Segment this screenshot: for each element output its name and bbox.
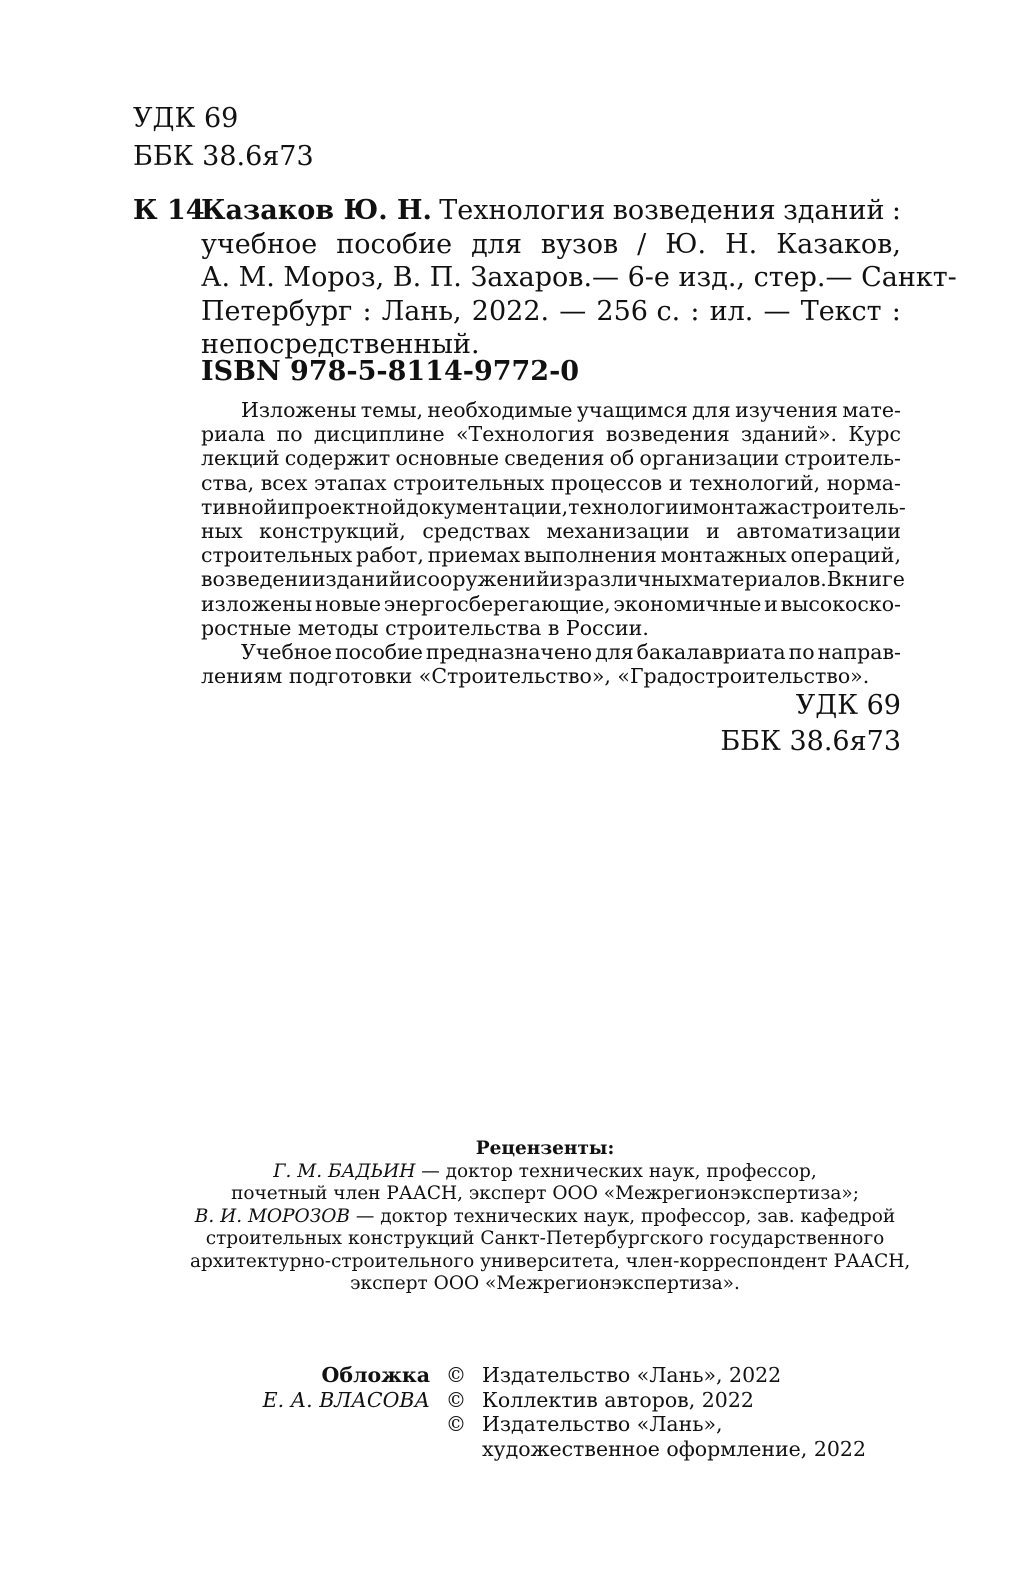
reviewer-2-line-1 (190, 1206, 900, 1229)
entry-word: Петербург (201, 295, 353, 327)
abstract-word: материалов. (692, 567, 827, 592)
abstract-line (201, 616, 901, 640)
entry-word: / (637, 228, 647, 260)
entry-word: 2022. (471, 295, 550, 327)
copyright-row (230, 1363, 866, 1388)
reviewer-2-line-3: архитектурно-строительного университета, член-корреспондент РААСН, (190, 1250, 911, 1272)
entry-word: Лань, (381, 295, 462, 327)
copyright-line: Издательство «Лань», (482, 1412, 723, 1436)
abstract-word: предназначено (425, 639, 593, 664)
udk-code: УДК 69 (795, 690, 901, 721)
reviewer-2-line-4: эксперт ООО «Межрегионэкспертиза». (350, 1273, 740, 1294)
author-sign: К 14 (133, 195, 205, 226)
copyright-block (230, 1363, 866, 1461)
abstract-word: дисциплине (313, 422, 445, 447)
abstract-word: и (764, 591, 778, 616)
abstract-word: для (595, 639, 634, 664)
abstract-word: Учебное (241, 639, 332, 664)
author-name: Казаков Ю. Н. (201, 195, 432, 226)
abstract-word: работ, (356, 543, 424, 568)
abstract-word: лекций (201, 446, 280, 471)
copyright-symbol: © (445, 1363, 467, 1387)
abstract-word: Курс (848, 422, 901, 447)
entry-word: — 6-е изд., стер. (592, 262, 826, 293)
reviewer-1-line-2: почетный член РААСН, эксперт ООО «Межрегионэкспертиза»; (231, 1183, 859, 1204)
reviewers-block (190, 1138, 911, 1296)
bbk-code: ББК 38.6я73 (133, 141, 314, 172)
abstract (201, 398, 906, 689)
abstract-word: по (276, 422, 303, 447)
copyright-row (230, 1437, 866, 1462)
abstract-word: проектной (290, 494, 406, 519)
entry-word: : (690, 295, 700, 327)
abstract-word: норма- (826, 470, 901, 495)
abstract-word: документации, (405, 494, 569, 519)
entry-word: 256 с. (596, 295, 681, 327)
copyright-line: художественное оформление, 2022 (482, 1436, 867, 1461)
abstract-word: «Технология (455, 422, 595, 447)
abstract-word: высокоско- (780, 591, 901, 616)
abstract-word: ных (201, 518, 243, 543)
abstract-word: необходимые (427, 398, 573, 422)
abstract-word: риала (201, 422, 266, 447)
entry-word: вузов (540, 228, 619, 260)
abstract-word: и (668, 470, 683, 495)
entry-line-1 (201, 194, 901, 228)
entry-word: : (362, 295, 372, 327)
reviewer-1-line-1 (190, 1161, 900, 1184)
abstract-word: лениям подготовки «Строительство», «Градостроительство». (201, 664, 870, 689)
header-classification-codes (133, 100, 314, 176)
cover-label: Обложка (321, 1363, 430, 1387)
bbk-code: ББК 38.6я73 (720, 726, 901, 757)
abstract-line (201, 567, 905, 592)
abstract-word: книге (841, 567, 905, 592)
abstract-line (201, 471, 901, 495)
abstract-word: сооружений (416, 567, 550, 592)
abstract-word: тивной (201, 494, 278, 519)
entry-word: пособие (336, 228, 453, 260)
abstract-word: мате- (842, 398, 901, 422)
abstract-word: строитель- (789, 494, 906, 519)
entry-word: ил. (709, 295, 754, 327)
abstract-word: выполнения (523, 543, 657, 568)
abstract-word: возведения (605, 422, 730, 447)
cover-artist: Е. А. ВЛАСОВА (262, 1387, 430, 1412)
abstract-word: технологии (568, 494, 693, 519)
abstract-word: возведении (201, 567, 326, 592)
entry-word: непосредственный. (201, 329, 480, 360)
reviewer-2-credentials: — доктор технических наук, профессор, зав. кафедрой (350, 1205, 896, 1227)
abstract-word: зданий (325, 567, 403, 592)
abstract-word: операций, (790, 543, 901, 568)
abstract-line (201, 664, 901, 688)
abstract-word: всех (260, 470, 308, 495)
copyright-row (230, 1412, 866, 1437)
abstract-word: этапах (314, 470, 387, 495)
abstract-word: учащимся (576, 398, 688, 422)
abstract-word: приемах (427, 543, 521, 568)
abstract-word: сведения (504, 446, 605, 471)
abstract-word: бакалавриата (636, 639, 786, 664)
entry-word: — (763, 295, 791, 327)
abstract-line (201, 640, 901, 664)
entry-line-4 (201, 295, 901, 329)
abstract-line (201, 592, 901, 616)
entry-line-3 (201, 261, 957, 295)
reviewer-1-credentials: — доктор технических наук, профессор, (415, 1160, 817, 1182)
abstract-line (201, 446, 901, 470)
copyright-line: Коллектив авторов, 2022 (482, 1387, 754, 1412)
abstract-word: Изложены (241, 398, 357, 422)
reviewer-2-line-2: строительных конструкций Санкт-Петербургского государственного (205, 1228, 885, 1249)
udk-code: УДК 69 (133, 103, 239, 134)
copyright-line: Издательство «Лань», 2022 (482, 1363, 782, 1387)
abstract-line (201, 519, 901, 543)
entry-word: : (891, 195, 901, 226)
abstract-word: основные (395, 446, 499, 471)
abstract-word: ростные методы строительства в России. (201, 615, 649, 640)
abstract-word: пособие (334, 639, 423, 664)
abstract-word: автоматизации (736, 518, 901, 543)
entry-word: А. М. Мороз, В. П. Захаров. (201, 262, 593, 293)
entry-word: : (891, 295, 901, 327)
entry-line-2 (201, 228, 901, 262)
abstract-word: строительных (201, 543, 353, 568)
abstract-word: и (706, 518, 720, 543)
abstract-line (201, 398, 901, 422)
entry-word: зданий (783, 195, 885, 226)
abstract-word: направ- (817, 639, 901, 664)
copyright-row (230, 1388, 866, 1413)
entry-word: Текст (800, 295, 882, 327)
abstract-word: монтажных (660, 543, 787, 568)
entry-word: Н. (725, 228, 758, 260)
bibliographic-entry (201, 194, 957, 362)
abstract-line (201, 422, 901, 446)
abstract-line (201, 543, 901, 567)
entry-word: Технология (439, 195, 606, 226)
abstract-word: для (692, 398, 731, 422)
abstract-word: процессов (550, 470, 663, 495)
abstract-word: механизации (546, 518, 690, 543)
abstract-line (201, 494, 906, 519)
abstract-word: В (826, 567, 842, 592)
abstract-word: по (788, 639, 815, 664)
copyright-symbol: © (445, 1387, 467, 1412)
abstract-word: ства, (201, 470, 255, 495)
entry-word: — (559, 295, 587, 327)
entry-word: Казаков, (776, 228, 901, 260)
copyright-symbol: © (445, 1412, 467, 1436)
abstract-word: зданий». (741, 422, 838, 447)
abstract-word: строитель- (784, 446, 901, 471)
abstract-word: средствах (422, 518, 530, 543)
abstract-word: новые (314, 591, 381, 616)
abstract-word: энергосберегающие, (383, 591, 611, 616)
abstract-word: экономичные (613, 591, 762, 616)
abstract-word: изучения (735, 398, 838, 422)
reviewers-heading: Рецензенты: (475, 1138, 615, 1159)
footer-classification-codes (600, 688, 901, 760)
reviewer-2-name: В. И. МОРОЗОВ (194, 1205, 350, 1227)
abstract-word: организации (639, 446, 780, 471)
reviewer-1-name: Г. М. БАДЬИН (273, 1160, 416, 1182)
abstract-word: и (277, 494, 291, 519)
isbn: ISBN 978-5-8114-9772-0 (201, 356, 580, 387)
abstract-word: конструкций, (259, 518, 406, 543)
entry-word: Ю. (665, 228, 707, 260)
abstract-word: темы, (360, 398, 424, 422)
abstract-word: строительных (393, 470, 545, 495)
abstract-word: об (609, 446, 635, 471)
abstract-word: изложены (201, 591, 313, 616)
abstract-word: различных (574, 567, 693, 592)
entry-word: для (471, 228, 522, 260)
abstract-word: и (402, 567, 417, 592)
entry-word: — Санкт- (825, 262, 957, 293)
abstract-word: содержит (284, 446, 391, 471)
abstract-word: монтажа (692, 494, 790, 519)
abstract-word: технологий, (689, 470, 821, 495)
entry-word: возведения (612, 195, 776, 226)
abstract-word: из (549, 567, 575, 592)
entry-word: учебное (201, 228, 318, 260)
